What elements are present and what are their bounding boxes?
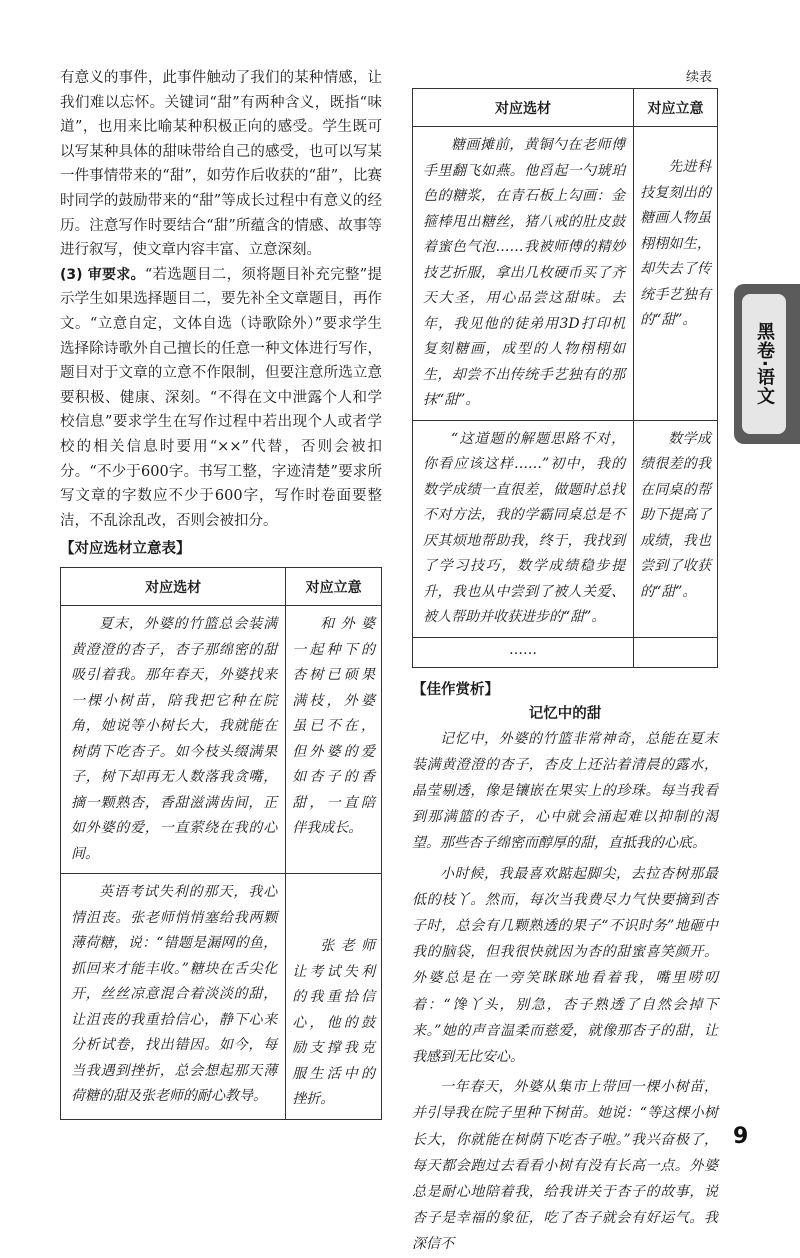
table-row <box>413 127 718 421</box>
subject-side-tab <box>734 284 800 444</box>
essay-title: 记忆中的甜 <box>528 705 602 722</box>
table-row <box>61 606 382 874</box>
requirement-text: “若选题目二，须将题目补充完整”提示学生如果选择题目二，要先补全文章题目，再作文。“立意自定，文体自选（诗歌除外）”要求学生选择除诗歌外自己擅长的任意一种文体进行写作，题目对于文章的立意不作限制，但要注意所选立意要积极、健康、深刻。“不得在文中泄露个人和学校信息”要求学生在写作过程中若出现个人或者学校的相关信息时要用“××”代替，否则会被扣分。“不少于600字。书写工整，字迹清楚”要求所写文章的字数应不少于600字，写作时卷面要整洁，不乱涂乱改，否则会被扣分。 <box>60 266 382 529</box>
appreciation-label: 【佳作赏析】 <box>412 681 499 698</box>
table-row <box>61 874 382 1120</box>
table-label: 【对应选材立意表】 <box>60 541 191 558</box>
page-number: 9 <box>733 1124 749 1149</box>
table-header-idea: 对应立意 <box>634 89 718 127</box>
material-cell: 糖画摊前，黄铜勺在老师傅手里翻飞如燕。他舀起一勺琥珀色的糖浆，在青石板上勾画：金箍棒甩出糖丝，猪八戒的肚皮鼓着蜜色气泡……我被师傅的精妙技艺折服，拿出几枚硬币买了齐天大圣，用心品尝这甜味。去年，我见他的徒弟用3D打印机复刻糖画，成型的人物栩栩如生，却尝不出传统手艺独有的那抹“甜”。 <box>413 127 634 421</box>
essay-paragraph: 记忆中，外婆的竹篮非常神奇，总能在夏末装满黄澄澄的杏子，杏皮上还沾着清晨的露水，晶莹剔透，像是镶嵌在果实上的珍珠。每当我看到那满篮的杏子，心中就会涌起难以抑制的渴望。那些杏子绵密而醇厚的甜，直抵我的心底。 <box>412 730 718 852</box>
requirement-label: (3) 审要求。 <box>60 266 145 283</box>
continued-table <box>412 88 718 668</box>
table-row <box>413 420 718 637</box>
right-column <box>412 66 718 1258</box>
table-header-material: 对应选材 <box>61 568 286 606</box>
essay-paragraph: 小时候，我最喜欢踮起脚尖，去拉杏树那最低的枝丫。然而，每次当我费尽力气快要摘到杏子时，总会有几颗熟透的果子“不识时务”地砸中我的脑袋，但我很快就因为杏的甜蜜喜笑颜开。外婆总是在一旁笑眯眯地看着我，嘴里唠叨着：“馋丫头，别急，杏子熟透了自然会掉下来。”她的声音温柔而慈爱，就像那杏子的甜，让我感到无比安心。 <box>412 865 718 1065</box>
idea-cell: 张老师让考试失利的我重拾信心，他的鼓励支撑我克服生活中的挫折。 <box>286 874 382 1120</box>
continued-label: 续表 <box>685 70 712 85</box>
essay-paragraph: 一年春天，外婆从集市上带回一棵小树苗，并引导我在院子里种下树苗。她说：“等这棵小树长大，你就能在树荫下吃杏子啦。”我兴奋极了，每天都会跑过去看看小树有没有长高一点。外婆总是耐心地陪着我，给我讲关于杏子的故事，说杏子是幸福的象征，吃了杏子就会有好运气。我深信不 <box>412 1079 718 1253</box>
material-cell: 夏末，外婆的竹篮总会装满黄澄澄的杏子，杏子那绵密的甜吸引着我。那年春天，外婆找来一棵小树苗，陪我把它种在院角，她说等小树长大，我就能在树荫下吃杏子。如今枝头缀满果子，树下却再无人数落我贪嘴，摘一颗熟杏，香甜滋满齿间，正如外婆的爱，一直萦绕在我的心间。 <box>61 606 286 874</box>
idea-cell: 数学成绩很差的我在同桌的帮助下提高了成绩，我也尝到了收获的“甜”。 <box>634 420 718 637</box>
side-tab-inner <box>742 294 786 434</box>
intro-paragraph: 有意义的事件，此事件触动了我们的某种情感，让我们难以忘怀。关键词“甜”有两种含义，既指“味道”，也用来比喻某种积极正向的感受。学生既可以写某种具体的甜味带给自己的感受，也可以写某一件事情带来的“甜”，如劳作后收获的“甜”，比赛时同学的鼓励带来的“甜”等成长过程中有意义的经历。注意写作时要结合“甜”所蕴含的情感、故事等进行叙写，使文章内容丰富、立意深刻。 <box>60 70 382 259</box>
left-column <box>60 66 382 1120</box>
side-tab-label: 黑卷·语文 <box>754 322 775 406</box>
ellipsis-cell: …… <box>413 637 634 667</box>
table-row <box>413 637 718 667</box>
requirement-paragraph <box>60 263 382 534</box>
material-table <box>60 567 382 1120</box>
empty-cell <box>634 637 718 667</box>
idea-cell: 先进科技复刻出的糖画人物虽栩栩如生，却失去了传统手艺独有的“甜”。 <box>634 127 718 421</box>
idea-cell: 和外婆一起种下的杏树已硕果满枝，外婆虽已不在，但外婆的爱如杏子的香甜，一直陪伴我成长。 <box>286 606 382 874</box>
table-header-material: 对应选材 <box>413 89 634 127</box>
table-header-idea: 对应立意 <box>286 568 382 606</box>
material-cell: 英语考试失利的那天，我心情沮丧。张老师悄悄塞给我两颗薄荷糖，说：“错题是漏网的鱼，抓回来才能丰收。”糖块在舌尖化开，丝丝凉意混合着淡淡的甜，让沮丧的我重拾信心，静下心来分析试卷，找出错因。如今，每当我遇到挫折，总会想起那天薄荷糖的甜及张老师的耐心教导。 <box>61 874 286 1120</box>
material-cell: “这道题的解题思路不对，你看应该这样……”初中，我的数学成绩一直很差，做题时总找不对方法，我的学霸同桌总是不厌其烦地帮助我，终于，我找到了学习技巧，数学成绩稳步提升，我也从中尝到了被人关爱、被人帮助并收获进步的“甜”。 <box>413 420 634 637</box>
